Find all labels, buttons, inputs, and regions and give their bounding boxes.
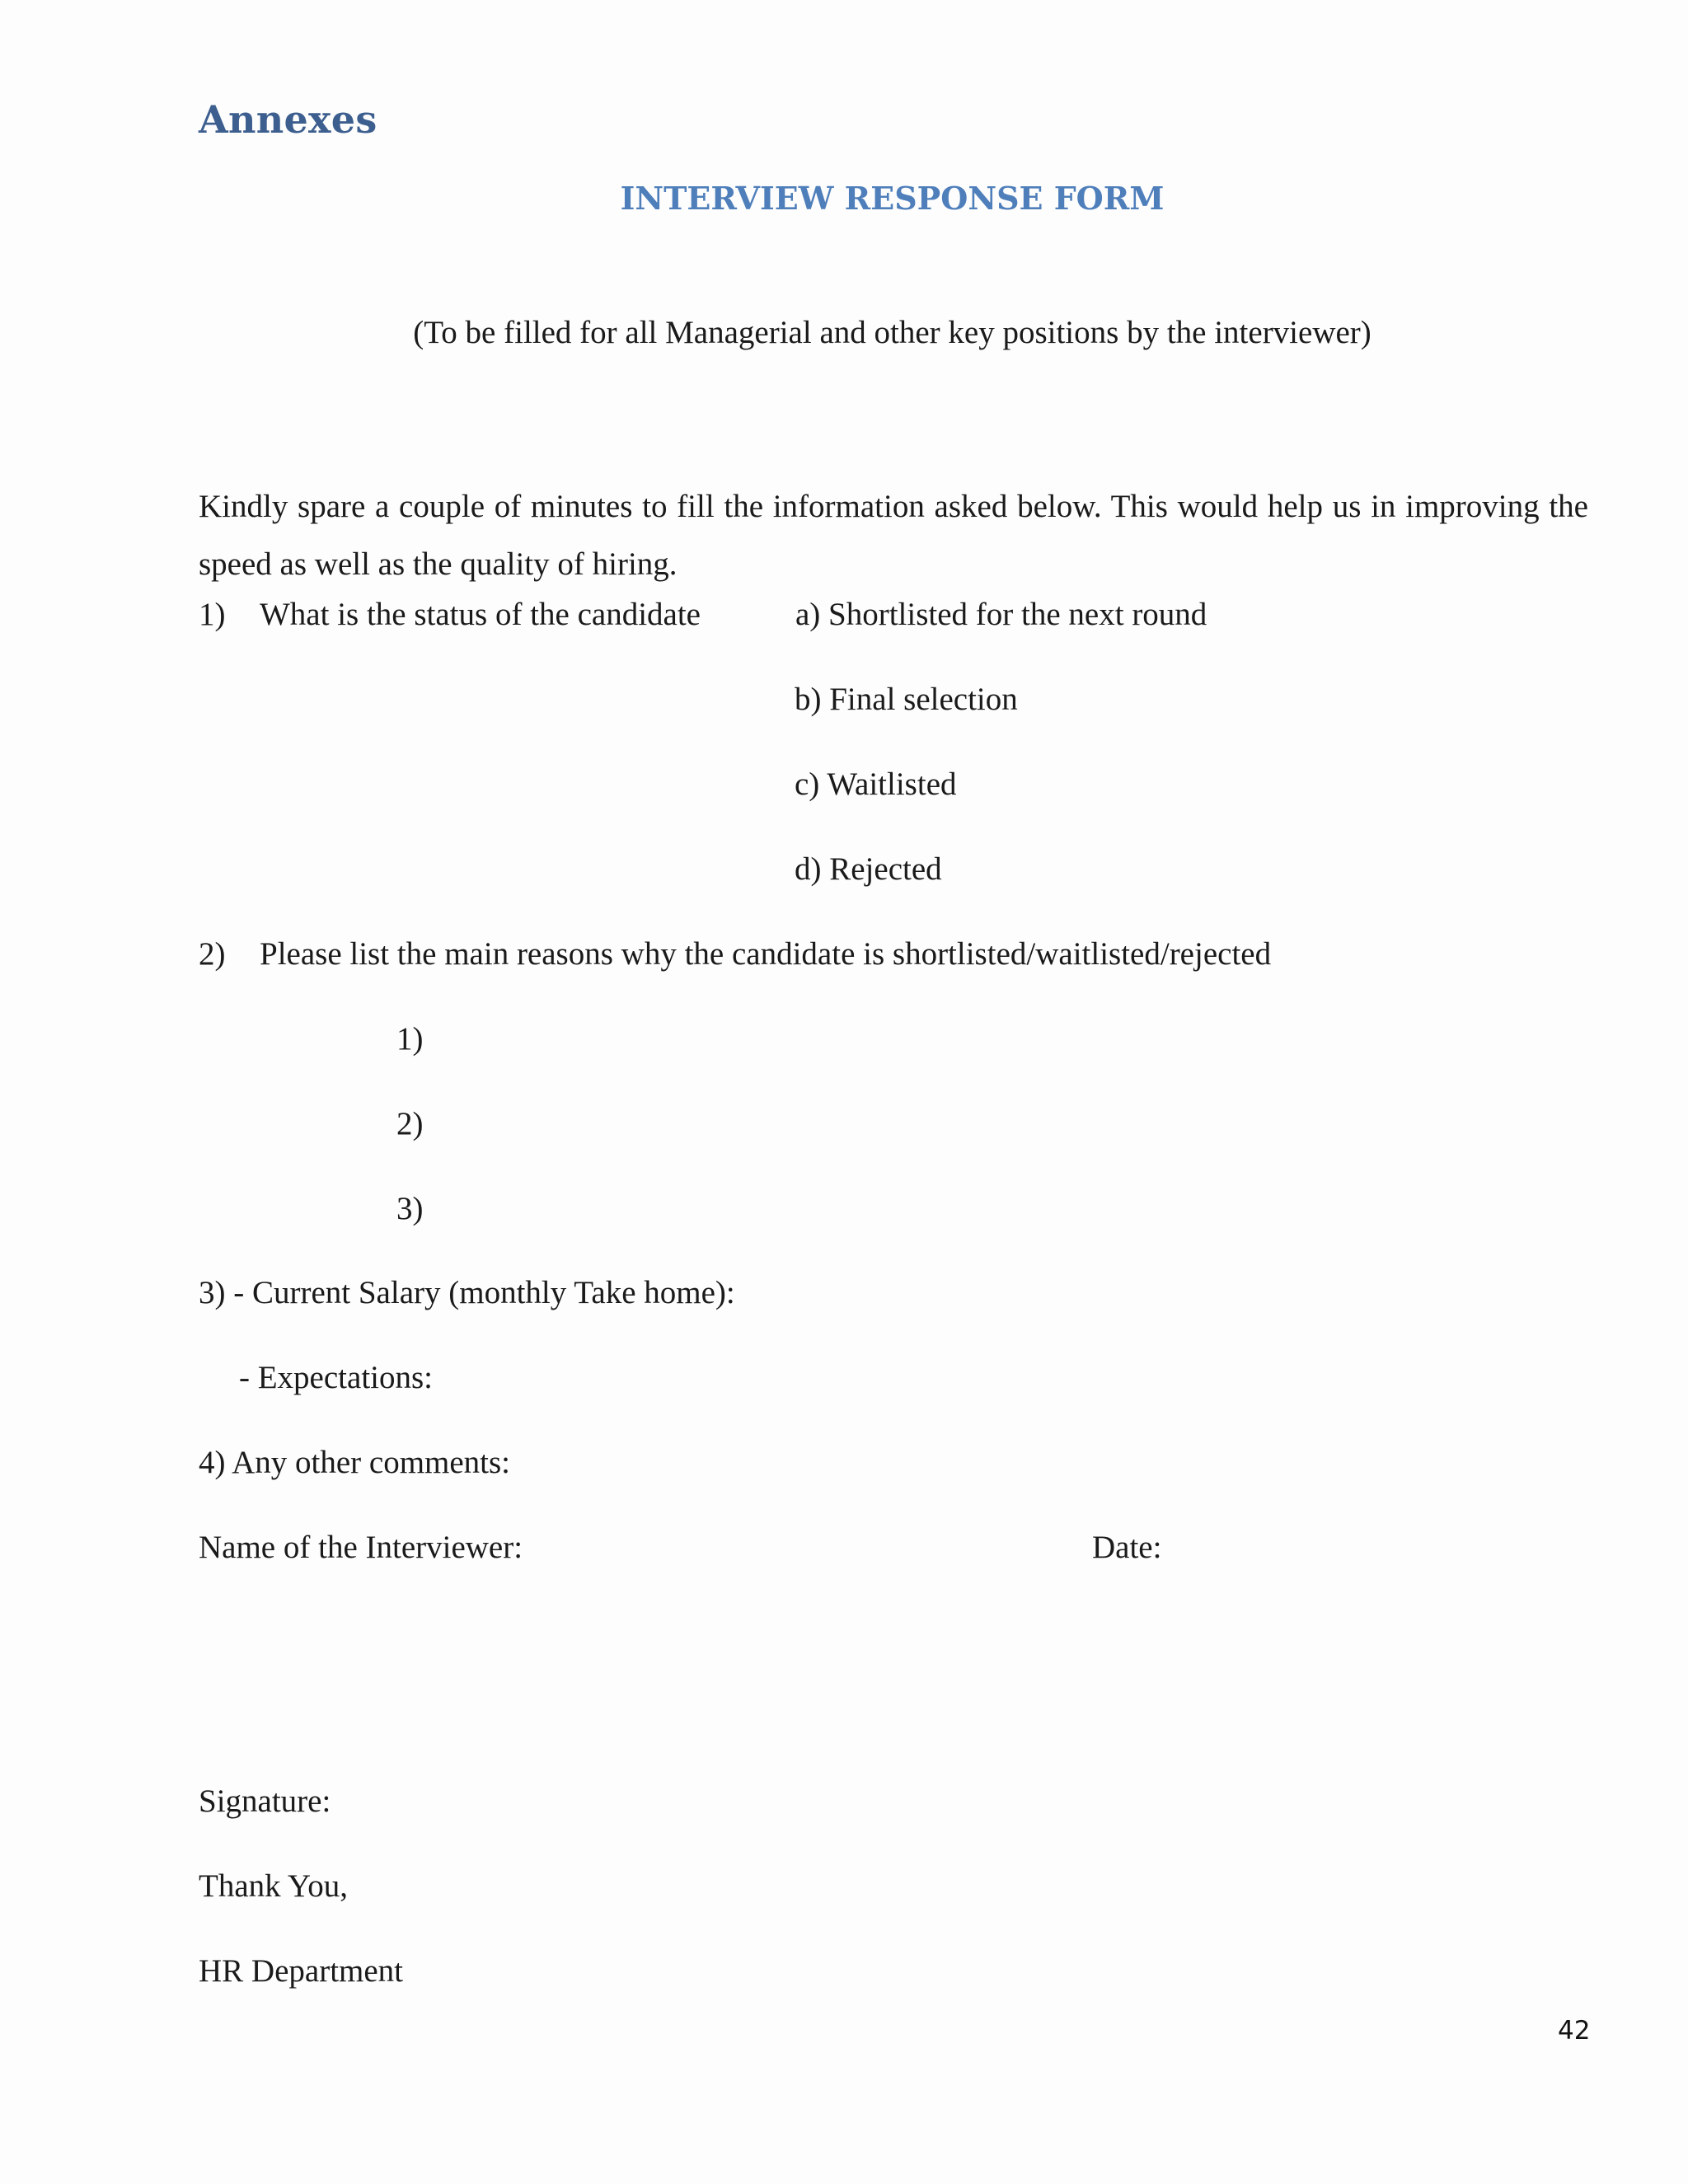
reason-item-1: 1) [396, 1021, 424, 1057]
expectations-label: - Expectations: [239, 1360, 434, 1395]
other-comments-label: 4) Any other comments: [199, 1445, 511, 1480]
signature-label: Signature: [199, 1783, 331, 1819]
current-salary-label: 3) - Current Salary (monthly Take home): [199, 1275, 735, 1310]
intro-paragraph: Kindly spare a couple of minutes to fill the information asked below. This would help us in improving the speed as well as the quality of hiring. [199, 489, 1588, 582]
status-option-shortlisted: a) Shortlisted for the next round [795, 597, 1207, 632]
status-option-rejected: d) Rejected [795, 851, 942, 887]
page-number: 42 [1558, 2016, 1591, 2046]
question-2 [199, 938, 1271, 970]
question-2-text: Please list the main reasons why the candidate is shortlisted/waitlisted/rejected [260, 936, 1272, 972]
status-option-waitlisted: c) Waitlisted [795, 766, 957, 802]
date-label: Date: [1092, 1530, 1162, 1565]
form-subtitle: (To be filled for all Managerial and other key positions by the interviewer) [413, 315, 1372, 350]
department-text: HR Department [199, 1953, 404, 1989]
question-1-number: 1) [199, 597, 226, 632]
interviewer-name-label: Name of the Interviewer: [199, 1530, 523, 1565]
question-1 [199, 598, 701, 630]
status-option-final-selection: b) Final selection [795, 682, 1018, 717]
question-2-number: 2) [199, 936, 226, 972]
reason-item-2: 2) [396, 1106, 424, 1141]
form-title: INTERVIEW RESPONSE FORM [620, 180, 1165, 217]
reason-item-3: 3) [396, 1191, 424, 1226]
closing-text: Thank You, [199, 1868, 348, 1904]
question-1-text: What is the status of the candidate [260, 597, 701, 632]
annexes-heading: Annexes [199, 97, 377, 142]
